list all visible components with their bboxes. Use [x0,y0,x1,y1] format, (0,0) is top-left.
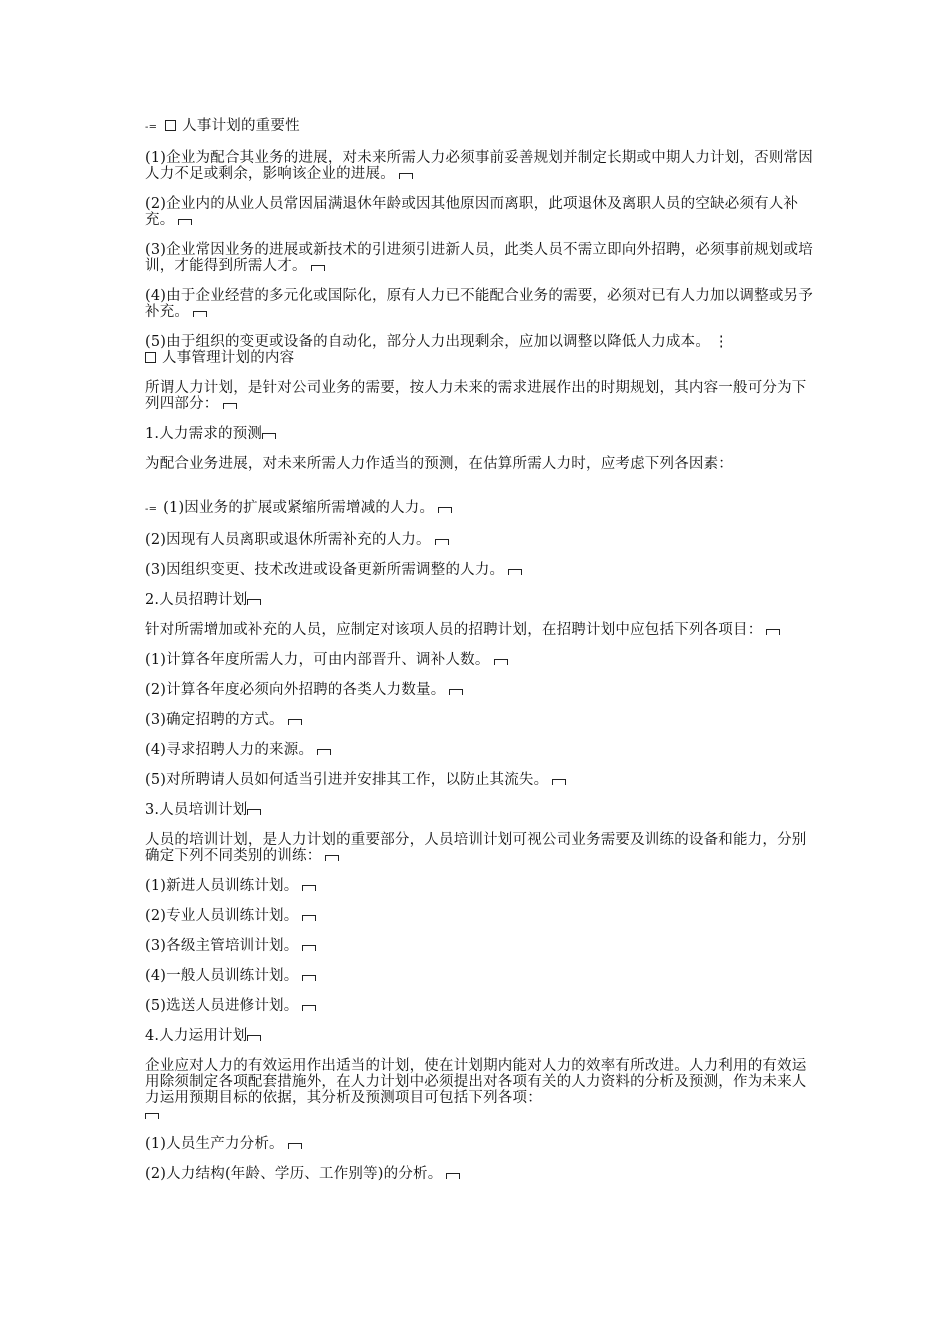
bullet-mark: -= [145,122,158,133]
paragraph-mark-icon [399,173,413,179]
list-item-text: (3)确定招聘的方式。 [145,712,284,728]
paragraph-mark-icon [247,599,261,605]
list-item [145,562,817,578]
subheading [145,1028,817,1044]
paragraph-mark-icon [223,403,237,409]
paragraph-mark-icon [311,265,325,271]
paragraph-mark-icon [552,779,566,785]
list-item [145,878,817,894]
paragraph-text: (4)由于企业经营的多元化或国际化，原有人力已不能配合业务的需要，必须对已有人力加以调整或另予补充。 [145,288,813,320]
subheading [145,802,817,818]
list-item [145,712,817,728]
paragraph-mark-icon [446,1173,460,1179]
paragraph-mark-icon [302,1005,316,1011]
paragraph [145,622,817,638]
subheading [145,426,817,442]
paragraph [145,456,817,472]
list-item [145,1136,817,1152]
list-item [145,532,817,548]
subheading-text: 3.人员培训计划 [145,802,248,818]
list-item-text: (1)新进人员训练计划。 [145,878,299,894]
paragraph [145,196,817,228]
paragraph-mark-icon [317,749,331,755]
paragraph-mark-icon [262,433,276,439]
paragraph [145,1058,817,1122]
paragraph-mark-icon [302,975,316,981]
paragraph-mark-icon [302,945,316,951]
paragraph-mark-icon [288,1143,302,1149]
list-item [145,938,817,954]
paragraph-mark-icon [288,719,302,725]
paragraph-text: (3)企业常因业务的进展或新技术的引进须引进新人员，此类人员不需立即向外招聘，必须事前规划或培训，才能得到所需人才。 [145,242,813,274]
list-item [145,500,817,518]
paragraph [145,242,817,274]
paragraph-text: 人员的培训计划，是人力计划的重要部分，人员培训计划可视公司业务需要及训练的设备和能力，分别确定下列不同类别的训练： [145,832,807,864]
paragraph-text: (2)企业内的从业人员常因届满退休年龄或因其他原因而离职，此项退休及离职人员的空缺必须有人补充。 [145,196,799,228]
vertical-dots-mark: ⋮ [714,334,729,350]
subheading-text: 2.人员招聘计划 [145,592,248,608]
paragraph-mark-icon [247,1035,261,1041]
list-item-text: (2)计算各年度必须向外招聘的各类人力数量。 [145,682,446,698]
paragraph-mark-icon [302,915,316,921]
checkbox-square-icon [145,352,156,363]
paragraph-text: 针对所需增加或补充的人员，应制定对该项人员的招聘计划，在招聘计划中应包括下列各项目： [145,622,763,638]
heading-text: 人事计划的重要性 [182,118,300,134]
checkbox-square-icon [165,120,176,131]
bullet-mark: -= [145,504,158,515]
list-item [145,742,817,758]
list-item [145,908,817,924]
paragraph-mark-icon [247,809,261,815]
paragraph [145,150,817,182]
list-item [145,682,817,698]
paragraph-text: 企业应对人力的有效运用作出适当的计划，使在计划期内能对人力的效率有所改进。人力利用的有效运用除须制定各项配套措施外，在人力计划中必须提出对各项有关的人力资料的分析及预测，作为未来人力运用预期目标的依据，其分析及预测项目可包括下列各项： [145,1058,807,1106]
list-item-text: (5)对所聘请人员如何适当引进并安排其工作，以防止其流失。 [145,772,549,788]
list-item-text: (4)一般人员训练计划。 [145,968,299,984]
paragraph-mark-icon [494,659,508,665]
document-page [145,118,817,1196]
paragraph-mark-icon [178,219,192,225]
paragraph-mark-icon [435,539,449,545]
paragraph-text: 为配合业务进展，对未来所需人力作适当的预测，在估算所需人力时，应考虑下列各因素： [145,456,733,472]
list-item-text: (3)各级主管培训计划。 [145,938,299,954]
subheading-text: 4.人力运用计划 [145,1028,248,1044]
paragraph [145,334,817,350]
paragraph-text: (1)企业为配合其业务的进展，对未来所需人力必须事前妥善规划并制定长期或中期人力计划，否则常因人力不足或剩余，影响该企业的进展。 [145,150,813,182]
list-item-text: (3)因组织变更、技术改进或设备更新所需调整的人力。 [145,562,505,578]
list-item-text: (2)因现有人员离职或退休所需补充的人力。 [145,532,431,548]
list-item [145,652,817,668]
paragraph-text: (5)由于组织的变更或设备的自动化，部分人力出现剩余，应加以调整以降低人力成本。 [145,334,711,350]
paragraph-mark-icon [145,1113,159,1119]
list-item-text: (5)选送人员进修计划。 [145,998,299,1014]
paragraph-mark-icon [508,569,522,575]
list-item-text: (2)专业人员训练计划。 [145,908,299,924]
paragraph [145,832,817,864]
paragraph-mark-icon [193,311,207,317]
list-item [145,772,817,788]
paragraph-mark-icon [438,507,452,513]
subheading-text: 1.人力需求的预测 [145,426,263,442]
subheading [145,592,817,608]
paragraph-mark-icon [766,629,780,635]
list-item-text: (2)人力结构(年龄、学历、工作别等)的分析。 [145,1166,443,1182]
list-item-text: (1)计算各年度所需人力，可由内部晋升、调补人数。 [145,652,490,668]
paragraph-mark-icon [449,689,463,695]
paragraph-mark-icon [325,855,339,861]
list-item [145,998,817,1014]
section-heading-content [145,350,817,366]
section-heading-importance [145,118,817,136]
paragraph [145,288,817,320]
paragraph-mark-icon [302,885,316,891]
list-item [145,968,817,984]
list-item-text: (1)人员生产力分析。 [145,1136,284,1152]
list-item-text: (4)寻求招聘人力的来源。 [145,742,314,758]
heading-text: 人事管理计划的内容 [162,350,295,366]
paragraph-text: 所谓人力计划，是针对公司业务的需要，按人力未来的需求进展作出的时期规划，其内容一般可分为下列四部分： [145,380,807,412]
list-item [145,1166,817,1182]
list-item-text: (1)因业务的扩展或紧缩所需增减的人力。 [163,500,435,516]
paragraph [145,380,817,412]
